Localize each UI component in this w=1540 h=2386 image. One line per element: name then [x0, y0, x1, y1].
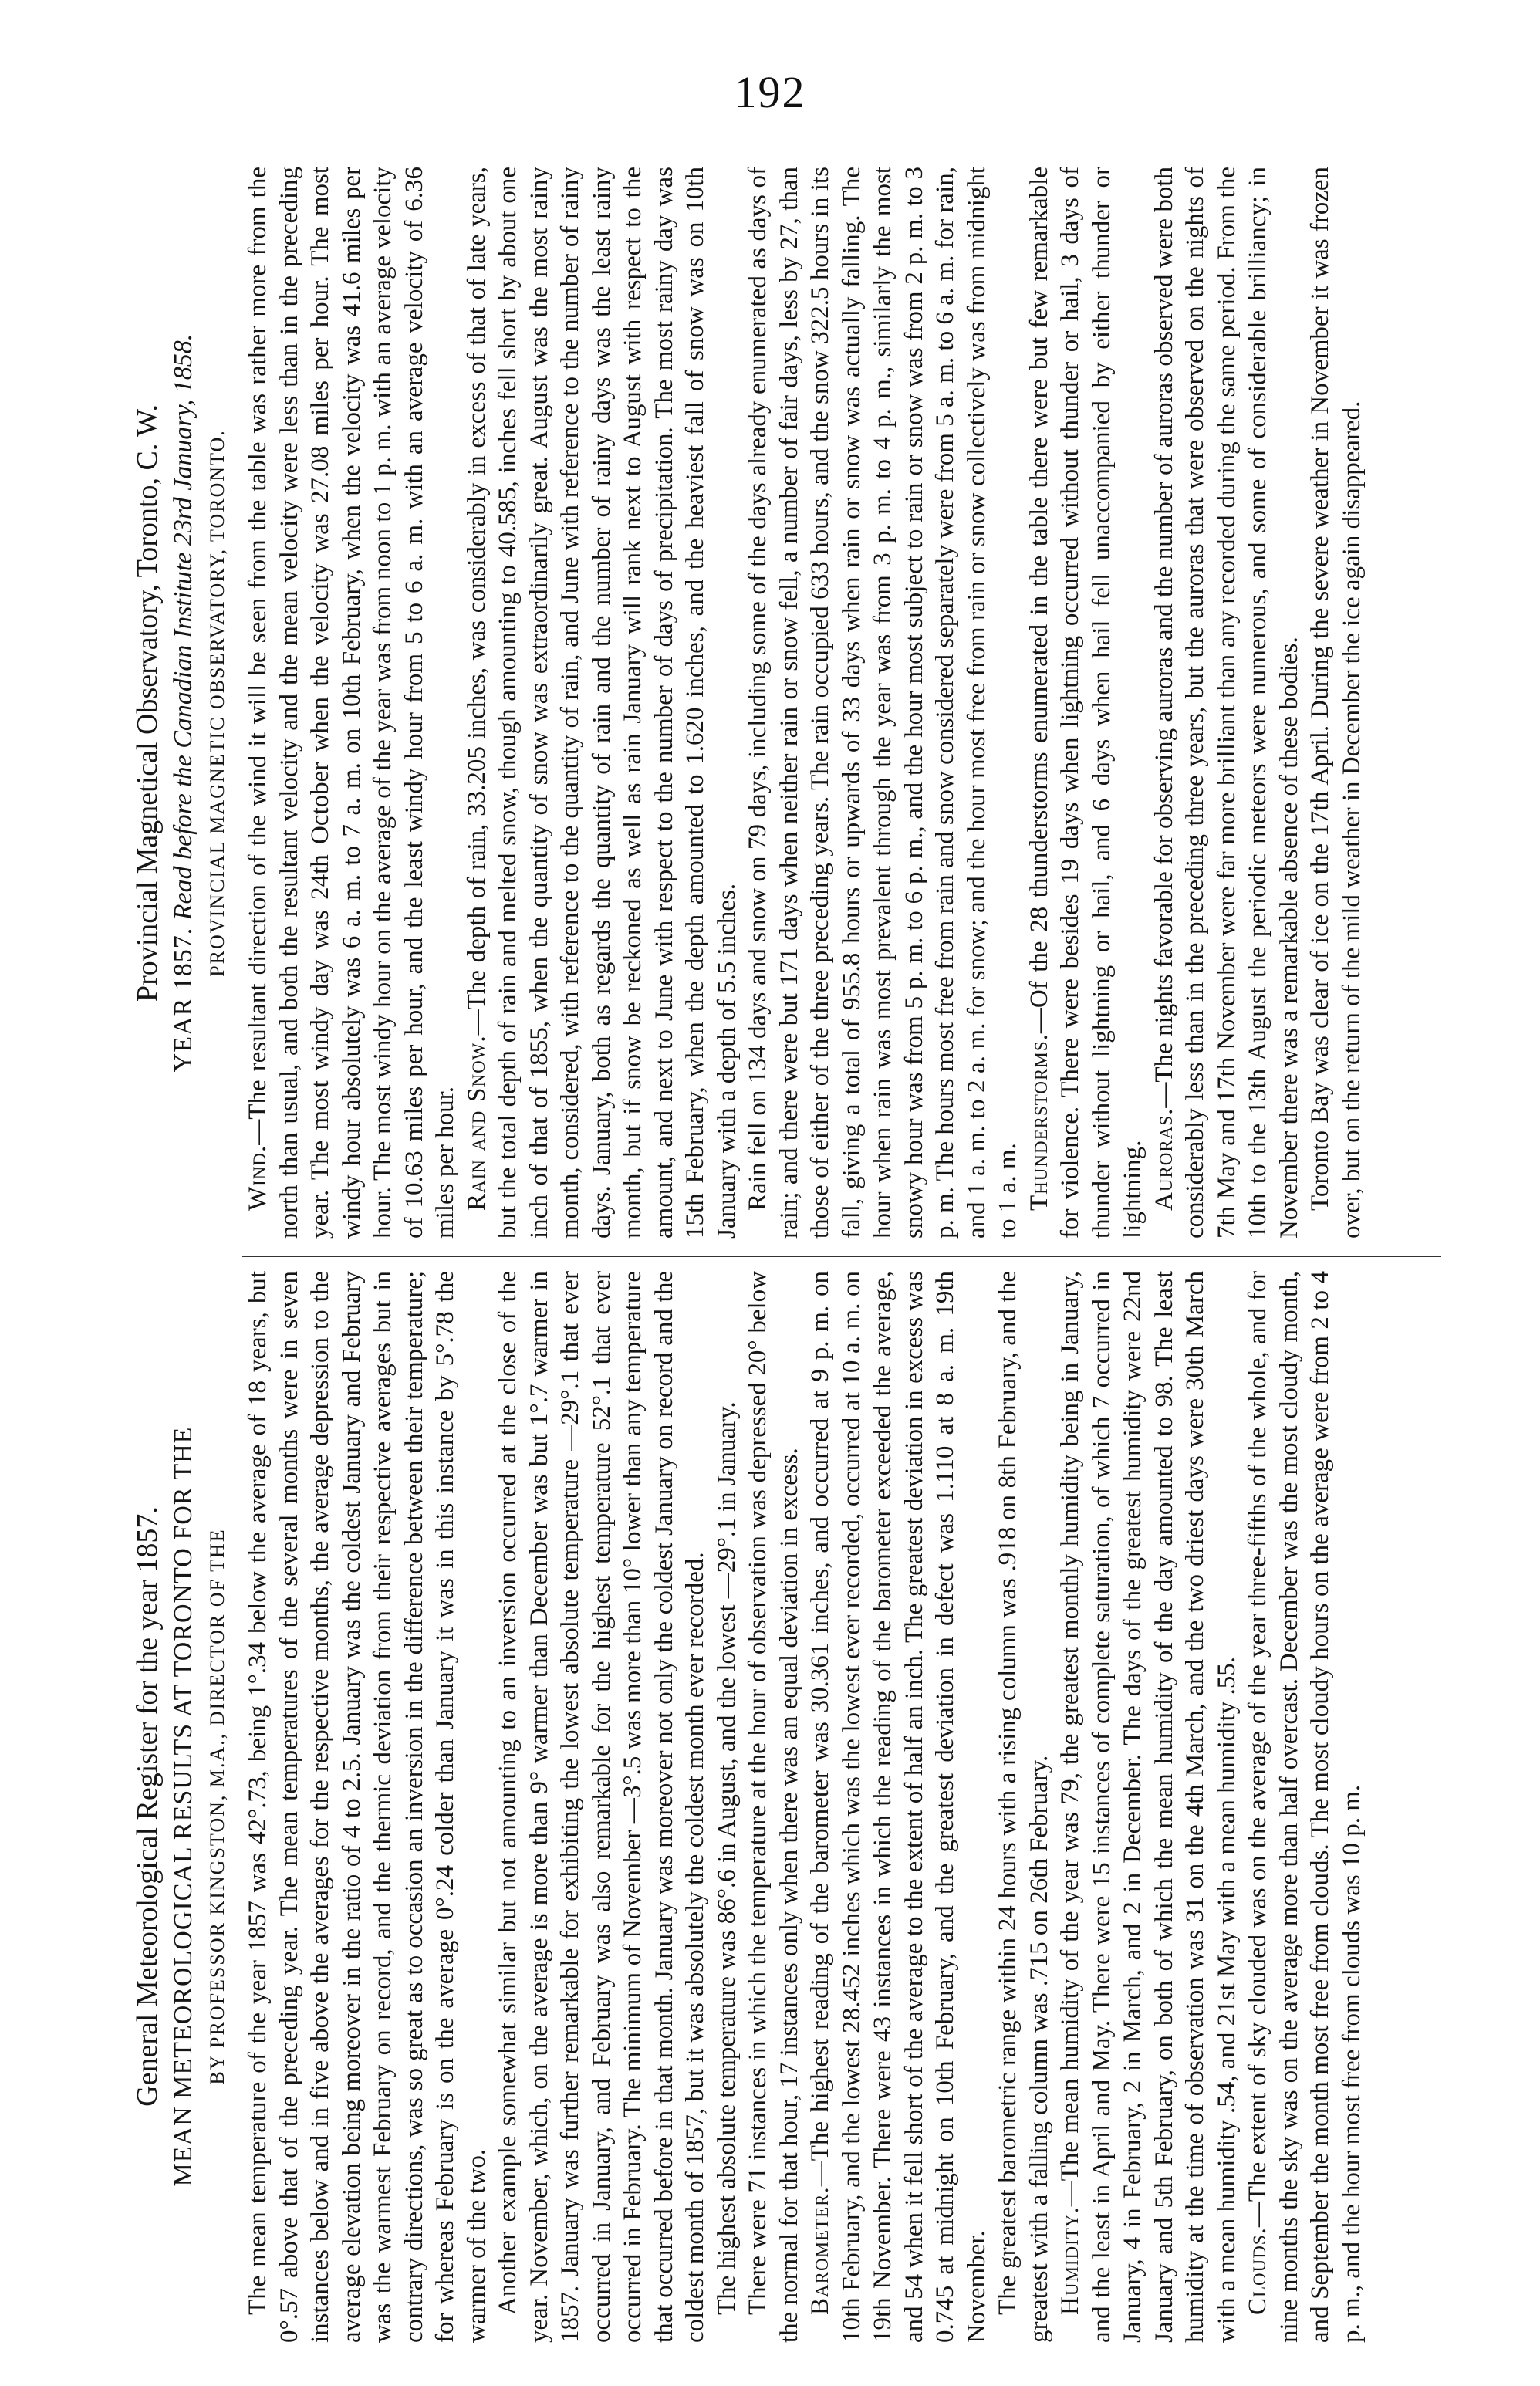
left-column	[242, 1271, 1441, 2343]
right-subtitle	[167, 167, 201, 1239]
paragraph-wind: Wind.—The resultant direction of the wind it will be seen from the table was rather more from the north than usual, and both the resultant velocity and the mean velocity were less than in the preceding year. The most windy day was 24th October when the velocity was 27.08 miles per hour. The most windy hour absolutely was 6 a. m. to 7 a. m. on 10th February, when the velocity was 41.6 miles per hour. The most windy hour on the average of the year was from noon to 1 p. m. with an average velocity of 10.63 miles per hour, and the least windy hour from 5 to 6 a. m. with an average velocity of 6.36 miles per hour.	[244, 167, 459, 1239]
paragraph: Another example somewhat similar but not amounting to an inversion occurred at the close of the year. November, which, on the average is more than 9° warmer than December was but 1°.7 warmer in 1857. January was further remarkable for exhibiting the lowest absolute temperature —29°.1 that ever occurred in January, and February was also remarkable for the highest temperature 52°.1 that ever occurred in February. The minimum of November —3°.5 was more than 10° lower than any temperature that occurred before in that month. January was moreover not only the coldest January on record and the coldest month of 1857, but it was absolutely the coldest month ever recorded.	[494, 1271, 709, 2343]
paragraph: Rain fell on 134 days and snow on 79 days, including some of the days already enumerated as days of rain; and there were but 171 days when neither rain or snow fell, a number of fair days, less by 27, than those of either of the three preceding years. The rain occupied 633 hours, and the snow 322.5 hours in its fall, giving a total of 955.8 hours or upwards of 33 days when rain or snow was actually falling. The hour when rain was most prevalent through the year was from 3 p. m. to 4 p. m., similarly the most snowy hour was from 5 p. m. to 6 p. m., and the hour most subject to rain or snow was from 2 p. m. to 3 p. m. The hours most free from rain and snow considered separately were from 5 a. m. to 6 a. m. for rain, and 1 a. m. to 2 a. m. for snow; and the hour most free from rain or snow collectively was from midnight to 1 a. m.	[744, 167, 1022, 1239]
right-subtitle-year: YEAR 1857.	[169, 927, 198, 1073]
paragraph-barometer: Barometer.—The highest reading of the barometer was 30.361 inches, and occurred at 9 p. m. on 10th February, and the lowest 28.452 inches which was the lowest ever recorded, occurred at 10 a. m. on 19th November. There were 43 instances in which the reading of the barometer exceeded the average, and 54 when it fell short of the average to the extent of half an inch. The greatest deviation in excess was 0.745 at midnight on 10th February, and the greatest deviation in defect was 1.110 at 8 a. m. 19th November.	[806, 1271, 991, 2343]
right-title: Provincial Magnetical Observatory, Toronto, C. W.	[131, 404, 164, 1002]
section-lead: Clouds.	[1244, 2227, 1272, 2315]
section-lead: Auroras.	[1150, 1107, 1178, 1211]
page-headers	[130, 167, 242, 2343]
paragraph-auroras: Auroras.—The nights favorable for observing auroras and the number of auroras observed were both considerably less than in the preceding three years, but the auroras that were observed on the nights of 7th May and 17th November were far more brilliant than any recorded during the same period. From the 10th to the 13th August the periodic meteors were numerous, and some of considerable brilliancy; in November there was a remarkable absence of these bodies.	[1150, 167, 1303, 1239]
rotated-page-content	[130, 167, 1441, 2343]
paragraph: Toronto Bay was clear of ice on the 17th April. During the severe weather in November it was frozen over, but on the return of the mild weather in December the ice again disappeared.	[1306, 167, 1366, 1239]
section-lead: Barometer.	[806, 2186, 834, 2315]
right-subtitle-read-before: Read before the Canadian Institute 23rd January, 1858.	[169, 333, 198, 921]
paragraph-thunderstorms: Thunderstorms.—Of the 28 thunderstorms enumerated in the table there were but few remarkable for violence. There were besides 19 days when lightning occurred without thunder or hail, 3 days of thunder without lightning or hail, and 6 days when hail fell unaccompanied by either thunder or lightning.	[1025, 167, 1147, 1239]
left-subtitle: MEAN METEOROLOGICAL RESULTS AT TORONTO FOR THE	[169, 1426, 198, 2187]
paragraph-humidity: Humidity.—The mean humidity of the year was 79, the greatest monthly humidity being in January, and the least in April and May. There were 15 instances of complete saturation, of which 7 occurred in January, 4 in February, 2 in March, and 2 in December. The days of the greatest humidity were 22nd January and 5th February, on both of which the mean humidity of the day amounted to 98. The least humidity at the time of observation was 31 on the 4th March, and the two driest days were 30th March with a mean humidity .54, and 21st May with a mean humidity .55.	[1056, 1271, 1241, 2343]
paragraph: The greatest barometric range within 24 hours with a rising column was .918 on 8th February, and the greatest with a falling column was .715 on 26th February.	[994, 1271, 1053, 2343]
right-column	[242, 167, 1441, 1257]
left-byline: BY PROFESSOR KINGSTON, M.A., DIRECTOR OF THE	[206, 1528, 228, 2085]
paragraph: There were 71 instances in which the temperature at the hour of observation was depressed 20° below the normal for that hour, 17 instances only when there was an equal deviation in excess.	[744, 1271, 803, 2343]
section-lead: Wind.	[244, 1144, 272, 1211]
left-title: General Meteorological Register for the year 1857.	[131, 1506, 164, 2107]
section-lead: Thunderstorms.	[1025, 1033, 1053, 1211]
paragraph: The mean temperature of the year 1857 was 42°.73, being 1°.34 below the average of 18 years, but 0°.57 above that of the preceding year. The mean temperatures of the several months were in seven instances below and in five above the averages for the respective months, the average depression to the average elevation being moreover in the ratio of 4 to 2.5. January was the coldest January and February was the warmest February on record, and the thermic deviation from their respective averages but in contrary directions, was so great as to occasion an inversion in the difference between their temperature; for whereas February is on the average 0°.24 colder than January it was in this instance by 5°.78 the warmer of the two.	[244, 1271, 491, 2343]
page-number: 192	[734, 67, 806, 117]
left-header	[130, 1270, 242, 2343]
right-byline: PROVINCIAL MAGNETIC OBSERVATORY, TORONTO.	[206, 429, 228, 977]
section-lead: Rain and Snow.	[462, 1035, 491, 1211]
paragraph-rain-and-snow: Rain and Snow.—The depth of rain, 33.205 inches, was considerably in excess of that of late years, but the total depth of rain and melted snow, though amounting to 40.585, inches fell short by about one inch of that of 1855, when the quantity of snow was extraordinarily great. August was the most rainy month, considered, with reference to the quantity of rain, and June with reference to the number of rainy days. January, both as regards the quantity of rain and the number of rainy days was the least rainy month, but if snow be reckoned as well as rain January will rank next to August with respect to the amount, and next to June with respect to the number of days of precipitation. The most rainy day was 15th February, when the depth amounted to 1.620 inches, and the heaviest fall of snow was on 10th January with a depth of 5.5 inches.	[462, 167, 741, 1239]
section-lead: Humidity.	[1056, 2206, 1084, 2315]
text-columns	[242, 167, 1441, 2343]
right-header	[130, 167, 242, 1239]
paragraph-clouds: Clouds.—The extent of sky clouded was on the average of the year three-fifths of the whole, and for nine months the sky was on the average more than half overcast. December was the most cloudy month, and September the month most free from clouds. The most cloudy hours on the average were from 2 to 4 p. m., and the hour most free from clouds was 10 p. m.	[1244, 1271, 1366, 2343]
paragraph: The highest absolute temperature was 86°.6 in August, and the lowest —29°.1 in January.	[712, 1401, 741, 2315]
